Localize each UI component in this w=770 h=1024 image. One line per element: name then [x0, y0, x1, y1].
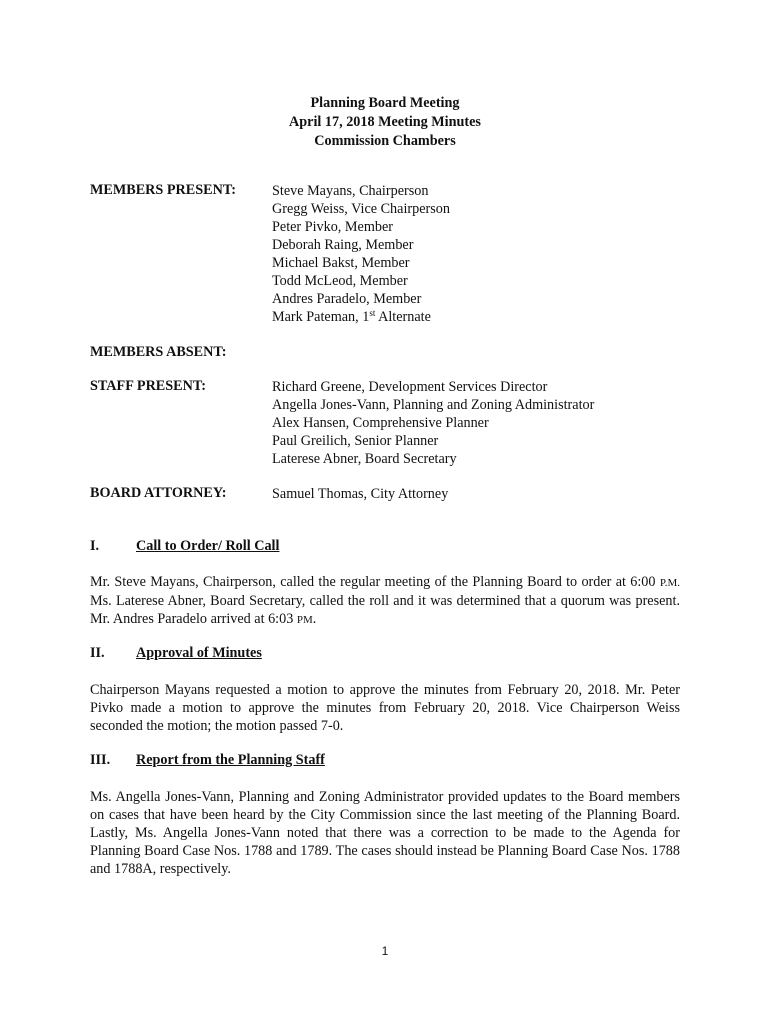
section-title: Call to Order/ Roll Call: [136, 538, 280, 554]
staff-name: Alex Hansen, Comprehensive Planner: [272, 415, 489, 431]
section-title: Approval of Minutes: [136, 645, 262, 661]
section-heading-planning-staff-report: [90, 752, 325, 769]
meeting-location: Commission Chambers: [314, 133, 456, 149]
section-number: III.: [90, 752, 111, 768]
member-name: Deborah Raing, Member: [272, 237, 414, 253]
section-heading-approval-of-minutes: [90, 645, 262, 662]
members-absent-label: MEMBERS ABSENT:: [90, 344, 227, 360]
meeting-title: Planning Board Meeting: [310, 95, 460, 111]
member-name: Michael Bakst, Member: [272, 255, 410, 271]
section-paragraph-approval-of-minutes: Chairperson Mayans requested a motion to approve the minutes from February 20, 2018. Mr. Peter Pivko made a motion to approve the minutes from February 20, 2018. Vice Chairperson Weiss seconded the motion; the motion passed 7-0.: [90, 682, 680, 734]
alternate-member-name: Mark Pateman, 1st Alternate: [272, 308, 431, 325]
page-number: 1: [381, 944, 389, 958]
staff-name: Angella Jones-Vann, Planning and Zoning Administrator: [272, 397, 595, 413]
members-present-list: [272, 182, 450, 326]
section-heading-call-to-order: [90, 538, 279, 555]
member-name: Peter Pivko, Member: [272, 219, 393, 235]
staff-name: Richard Greene, Development Services Director: [272, 379, 548, 395]
staff-present-label: STAFF PRESENT:: [90, 378, 207, 394]
section-number: I.: [90, 538, 100, 554]
member-name: Gregg Weiss, Vice Chairperson: [272, 201, 450, 217]
staff-present-list: [272, 378, 594, 468]
member-name: Andres Paradelo, Member: [272, 291, 422, 307]
staff-name: Paul Greilich, Senior Planner: [272, 433, 439, 449]
board-attorney-label: BOARD ATTORNEY:: [90, 485, 227, 501]
members-present-label: MEMBERS PRESENT:: [90, 182, 236, 198]
document-header: [0, 94, 770, 151]
section-title: Report from the Planning Staff: [136, 752, 325, 768]
member-name: Todd McLeod, Member: [272, 273, 408, 289]
section-paragraph-call-to-order: Mr. Steve Mayans, Chairperson, called the regular meeting of the Planning Board to order at 6:00 P.M. Ms. Laterese Abner, Board Secretary, called the roll and it was determined that a quorum was present. Mr. Andres Paradelo arrived at 6:03 PM.: [90, 574, 680, 627]
staff-name: Laterese Abner, Board Secretary: [272, 451, 457, 467]
board-attorney-name: Samuel Thomas, City Attorney: [272, 486, 449, 502]
section-number: II.: [90, 645, 105, 661]
member-name: Steve Mayans, Chairperson: [272, 183, 429, 199]
meeting-date: April 17, 2018 Meeting Minutes: [289, 114, 481, 130]
section-paragraph-planning-staff-report: Ms. Angella Jones-Vann, Planning and Zoning Administrator provided updates to the Board members on cases that have been heard by the City Commission since the last meeting of the Planning Board. Lastly, Ms. Angella Jones-Vann noted that there was a correction to be made to the Agenda for Planning Board Case Nos. 1788 and 1789. The cases should instead be Planning Board Case Nos. 1788 and 1788A, respectively.: [90, 789, 680, 877]
